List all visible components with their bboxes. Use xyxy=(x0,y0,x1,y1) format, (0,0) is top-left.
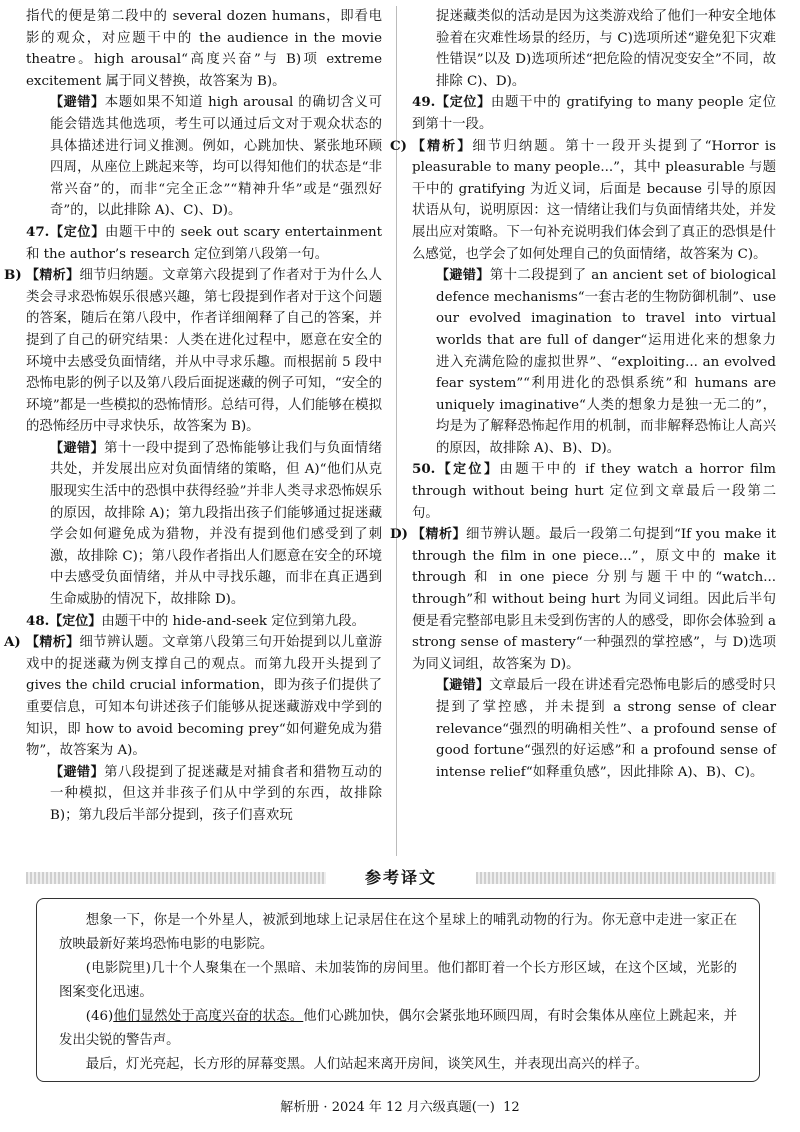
answer-letter: C) xyxy=(390,137,407,154)
right-column xyxy=(390,6,776,783)
error-analysis-46 xyxy=(26,92,382,222)
q47-error xyxy=(26,438,382,611)
q47-locate xyxy=(26,222,382,265)
translation-paragraph: 想象一下，你是一个外星人，被派到地球上记录居住在这个星球上的哺乳动物的行为。你无意中走进一家正在放映最新好莱坞恐怖电影的电影院。 xyxy=(59,913,737,952)
translation-paragraph xyxy=(59,1005,737,1053)
footer-text: 解析册 · 2024 年 12 月六级真题(一) xyxy=(280,1100,495,1115)
error-text: 文章最后一段在讲述看完恐怖电影后的感受时只提到了掌控感，并未提到 a strong sense of clear relevance“强烈的明确相关性”、a profound sense of good fortune“强烈的好运感”和 a profound sense of intense relief“如释重负感”，因此排除 A)、B)、C)。 xyxy=(436,678,776,780)
page-number: 12 xyxy=(503,1100,520,1115)
analysis-text: 细节辨认题。文章第八段第三句开始提到以儿童游戏中的捉迷藏为例支撑自己的观点。而第九段开头提到了 gives the child crucial information，即为孩子们提供了重要信息，可知本句讲述孩子们能够从捉迷藏游戏中学到的知识，即 how to avoid becoming prey“如何避免成为猎物”，故答案为 A)。 xyxy=(26,635,382,759)
tag-dingwei: 【定位】 xyxy=(49,613,102,629)
q48-error xyxy=(26,762,382,827)
translation-paragraph: (电影院里)几十个人聚集在一个黑暗、未加装饰的房间里。他们都盯着一个长方形区域，在这个区域，光影的图案变化迅速。 xyxy=(59,961,737,1000)
translation-text: 他们心跳加快，偶尔会紧张地环顾四周，有时会集体从座位上跳起来，并发出尖锐的警告声。 xyxy=(59,1009,738,1048)
tag-bicuo: 【避错】 xyxy=(50,440,105,456)
q49-error xyxy=(412,265,776,459)
tag-jingxi: 【精析】 xyxy=(26,268,80,284)
tag-bicuo: 【避错】 xyxy=(50,95,105,111)
question-marker: (46) xyxy=(85,1009,114,1024)
answer-letter: B) xyxy=(4,267,22,284)
translation-paragraph: 最后，灯光亮起，长方形的屏幕变黑。人们站起来离开房间，谈笑风生，并表现出高兴的样子。 xyxy=(85,1057,649,1072)
answer-letter: A) xyxy=(4,634,21,651)
q50-analysis xyxy=(390,524,776,675)
answer-letter: D) xyxy=(390,526,408,543)
question-number: 48. xyxy=(26,612,50,629)
question-number: 49. xyxy=(412,94,436,111)
paragraph-continuation: 捉迷藏类似的活动是因为这类游戏给了他们一种安全地体验着在灾难性场景的经历，与 C)选项所述“避免犯下灾难性错误”以及 D)选项所述“把危险的情况变安全”不同，故排除 C)、D)。 xyxy=(436,9,776,89)
tag-dingwei: 【定位】 xyxy=(49,224,105,240)
q50-error xyxy=(412,675,776,783)
left-column xyxy=(4,6,382,827)
tag-jingxi: 【精析】 xyxy=(412,527,466,543)
locate-text: 由题干中的 seek out scary entertainment 和 the author’s research 定位到第八段第一句。 xyxy=(26,224,382,262)
tag-bicuo: 【避错】 xyxy=(436,268,490,284)
analysis-text: 细节归纳题。第十一段开头提到了“Horror is pleasurable to many people...”，其中 pleasurable 与题干中的 gratifying 为近义词，后面是 because 引导的原因状语从句，说明原因：这一情绪让我们与负面情绪共处，并发展出应对策略。下一句补充说明我们体会到了真正的恐惧是什么感觉，也学会了如何处理自己的负面情绪，故答案为 C)。 xyxy=(412,138,776,262)
locate-text: 由题干中的 if they watch a horror film through without being hurt 定位到文章最后一段第二句。 xyxy=(412,462,776,521)
q48-analysis xyxy=(4,632,382,762)
tag-dingwei: 【定位】 xyxy=(435,462,500,478)
analysis-text: 细节辨认题。最后一段第二句提到“If you make it through the film in one piece...”，原文中的 make it through 和 in one piece 分别与题干中的“watch... through”和 without being hurt 为同义词组。因此后半句便是看完整部电影且未受到伤害的人的感受，即你会体验到 a strong sense of mastery“一种强烈的掌控感”，与 D)选项为同义词组，故答案为 D)。 xyxy=(412,527,776,672)
locate-text: 由题干中的 gratifying to many people 定位到第十一段。 xyxy=(412,95,776,132)
error-text: 第八段提到了捉迷藏是对捕食者和猎物互动的一种模拟，但这并非孩子们从中学到的东西，故排除 B)；第九段后半部分提到，孩子们喜欢玩 xyxy=(50,764,382,823)
q47-analysis xyxy=(4,265,382,438)
paragraph-continuation: 指代的便是第二段中的 several dozen humans，即看电影的观众，对应题干中的 the audience in the movie theatre。high arousal“高度兴奋”与 B)项 extreme excitement 属于同义替换，故答案为 B)。 xyxy=(26,9,382,89)
tag-jingxi: 【精析】 xyxy=(412,138,473,154)
question-number: 50. xyxy=(412,461,436,478)
locate-text: 由题干中的 hide-and-seek 定位到第九段。 xyxy=(101,613,365,629)
tag-jingxi: 【精析】 xyxy=(26,635,80,651)
error-text: 本题如果不知道 high arousal 的确切含义可能会错选其他选项，考生可以通过后文对于观众状态的具体描述进行词义推测。例如，心跳加快、紧张地环顾四周，从座位上跳起来等，均可以得知他们的状态是“非常兴奋”的，而非“完全正念”“精神升华”或是“强烈好奇”的，以此排除 A)、C)、D)。 xyxy=(50,95,382,219)
translation-banner xyxy=(26,866,776,890)
page-footer xyxy=(0,1096,800,1115)
question-number: 47. xyxy=(26,223,50,240)
analysis-text: 细节归纳题。文章第六段提到了作者对于为什么人类会寻求恐怖娱乐很感兴趣，第七段提到作者对于这个问题的答案，随后在第八段中，作者详细阐释了自己的答案，并提到了自己的研究结果：人类在进化过程中，愿意在安全的环境中去感受负面情绪，并从中寻求乐趣。而根据前 5 段中恐怖电影的例子以及第八段后面捉迷藏的例子可知，“安全的环境”都是一些模拟的恐怖情形。总结可得，人们能够在模拟的恐怖经历中寻求快乐，故答案为 B)。 xyxy=(26,268,382,435)
tag-bicuo: 【避错】 xyxy=(436,678,490,694)
error-text: 第十二段提到了 an ancient set of biological defence mechanisms“一套古老的生物防御机制”、use our evolved imagination to travel into virtual worlds that are full of danger“运用进化来的想象力进入充满危险的虚拟世界”、“exploiting... an evolved fear system”“利用进化的恐惧系统”和 humans are uniquely imaginative“人类的想象力是独一无二的”，均是为了解释恐怖起作用的机制，而非解释恐怖让人高兴的原因，故排除 A)、B)、D)。 xyxy=(436,268,776,456)
q48-locate xyxy=(26,611,382,633)
underlined-sentence: 他们显然处于高度兴奋的状态。 xyxy=(113,1009,304,1024)
translation-heading: 参考译文 xyxy=(364,868,437,887)
q49-locate xyxy=(412,92,776,135)
error-text: 第十一段中提到了恐怖能够让我们与负面情绪共处，并发展出应对负面情绪的策略，但 A)“他们从克服现实生活中的恐惧中获得经验”并非人类寻求恐怖娱乐的原因，故排除 A)；第九段指出孩子们能够通过捉迷藏学会如何避免成为猎物，并没有提到他们感受到了刺激，故排除 C)；第八段作者指出人们愿意在安全的环境中去感受负面情绪，并从中寻找乐趣，而非在真正遇到生命威胁的情况下，故排除 D)。 xyxy=(50,440,382,608)
translation-box xyxy=(36,898,760,1082)
q50-locate xyxy=(412,459,776,524)
q49-analysis xyxy=(390,136,776,266)
column-divider xyxy=(396,6,397,856)
tag-dingwei: 【定位】 xyxy=(435,95,491,111)
tag-bicuo: 【避错】 xyxy=(50,764,105,780)
